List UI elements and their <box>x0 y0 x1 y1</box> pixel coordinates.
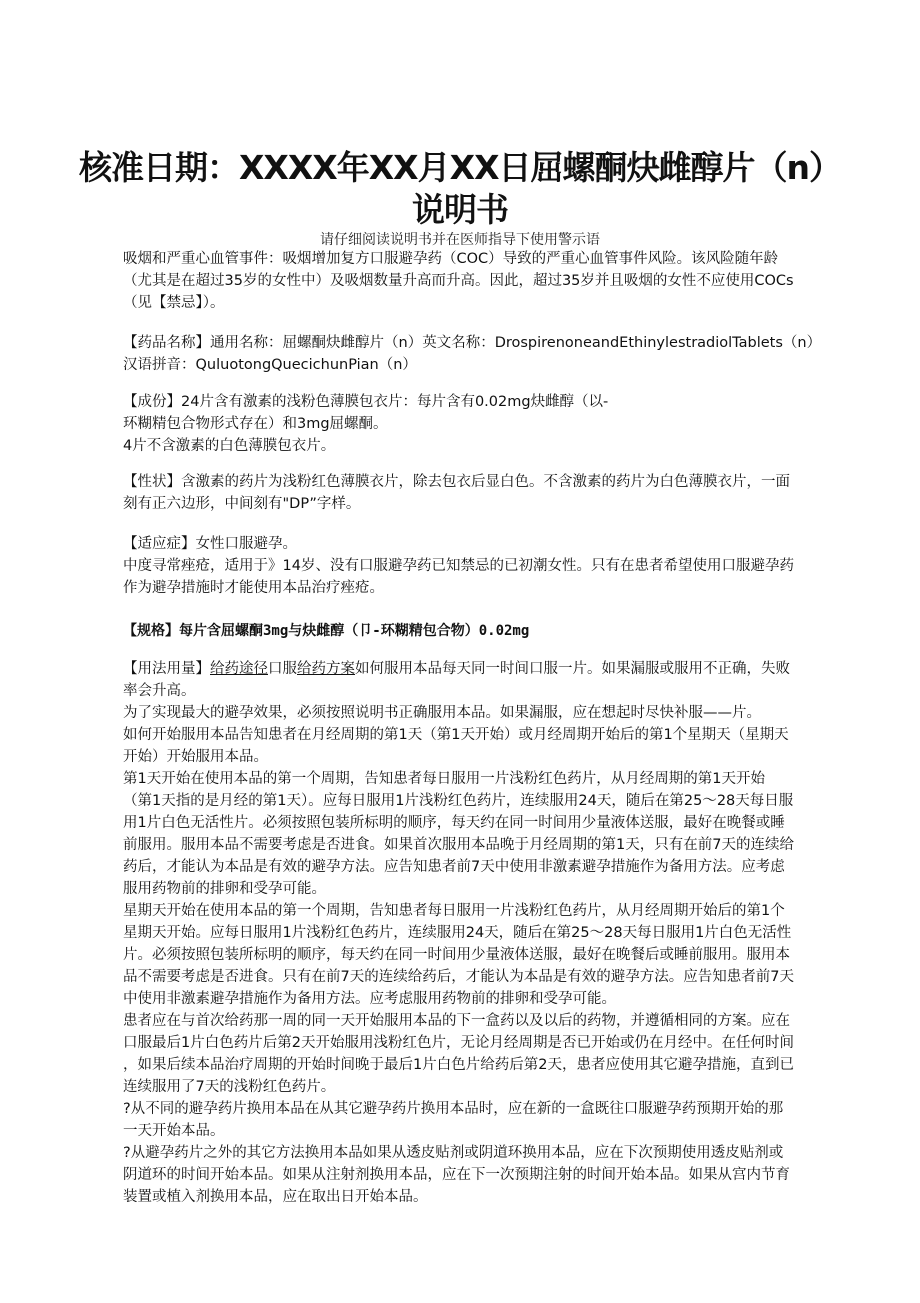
section-usage <box>123 658 803 1208</box>
text-line: 作为避孕措施时才能使用本品治疗痤疮。 <box>123 580 384 596</box>
text-line: 为了实现最大的避孕效果，必须按照说明书正确服用本品。如果漏服，应在想起时尽快补服——片。 <box>123 705 761 721</box>
text-line: 刻有正六边形，中间刻有"DP”字样。 <box>123 496 361 512</box>
route-text: 口服 <box>268 661 297 677</box>
section-warning <box>123 248 803 314</box>
document-title-line2: 说明书 <box>412 190 508 229</box>
section-drug-name <box>123 332 822 376</box>
section-ingredients <box>123 391 803 457</box>
text-line: 装置或植入剂换用本品，应在取出日开始本品。 <box>123 1189 428 1205</box>
text-line: 用1片白色无活性片。必须按照包装所标明的顺序，每天约在同一时间用少量液体送服，最好在晚餐或睡 <box>123 815 785 831</box>
section-properties <box>123 471 803 515</box>
text-line: （尤其是在超过35岁的女性中）及吸烟数量升高而升高。因此，超过35岁并且吸烟的女性不应使用COCs <box>123 273 794 289</box>
text-line: 星期天开始。应每日服用1片浅粉红色药片，连续服用24天，随后在第25～28天每日服用1片白色无活性 <box>123 925 792 941</box>
text-line: 【成份】24片含有激素的浅粉色薄膜包衣片：每片含有0.02mg炔雌醇（以- <box>123 394 609 410</box>
text-line: 前服用。服用本品不需要考虑是否进食。如果首次服用本品晚于月经周期的第1天，只有在前7天的连续给 <box>123 837 794 853</box>
text-line: 【性状】含激素的药片为浅粉红色薄膜衣片，除去包衣后显白色。不含激素的药片为白色薄膜衣片，一面 <box>123 474 790 490</box>
route-link[interactable]: 给药途径 <box>210 661 268 677</box>
section-specification <box>123 620 803 642</box>
text-line: ，如果后续本品治疗周期的开始时间晚于最后1片白色片给药后第2天，患者应使用其它避孕措施，直到已 <box>123 1057 794 1073</box>
text-line: 【适应症】女性口服避孕。 <box>123 536 297 552</box>
text-line: 汉语拼音：QuluotongQuecichunPian（n） <box>123 357 417 373</box>
text-line: 中度寻常痤疮，适用于》14岁、没有口服避孕药已知禁忌的已初潮女性。只有在患者希望使用口服避孕药 <box>123 558 794 574</box>
usage-first-line <box>123 658 803 680</box>
text-line: 如何开始服用本品告知患者在月经周期的第1天（第1天开始）或月经周期开始后的第1个星期天（星期天 <box>123 727 789 743</box>
document-body <box>123 248 822 1208</box>
text-line: 吸烟和严重心血管事件：吸烟增加复方口服避孕药（COC）导致的严重心血管事件风险。该风险随年龄 <box>123 251 779 267</box>
text-line: 品不需要考虑是否进食。只有在前7天的连续给药后，才能认为本品是有效的避孕方法。应告知患者前7天 <box>123 969 794 985</box>
text-line: （见【禁忌】）。 <box>123 295 225 311</box>
text-line: 率会升高。 <box>123 683 196 699</box>
document-subtitle: 请仔细阅读说明书并在医师指导下使用警示语 <box>320 232 600 248</box>
text-line: 片。必须按照包装所标明的顺序，每天约在同一时间用少量液体送服，最好在晚餐后或睡前服用。服用本 <box>123 947 790 963</box>
text-line: 一天开始本品。 <box>123 1123 225 1139</box>
text-line: 阴道环的时间开始本品。如果从注射剂换用本品，应在下一次预期注射的时间开始本品。如果从宫内节育 <box>123 1167 790 1183</box>
document-title: 核准日期：XXXX年XX月XX日屈螺酮炔雌醇片（n） <box>78 148 842 187</box>
usage-heading: 【用法用量】 <box>123 661 210 677</box>
regimen-link[interactable]: 给药方案 <box>297 661 355 677</box>
text-line: 连续服用了7天的浅粉红色药片。 <box>123 1079 336 1095</box>
text-line: 4片不含激素的白色薄膜包衣片。 <box>123 438 336 454</box>
usage-text: 如何服用本品每天同一时间口服一片。如果漏服或服用不正确，失败 <box>355 661 790 677</box>
text-line: 环糊精包合物形式存在）和3mg屈螺酮。 <box>123 416 388 432</box>
text-line: ?从不同的避孕药片换用本品在从其它避孕药片换用本品时，应在新的一盒既往口服避孕药预期开始的那 <box>123 1101 784 1117</box>
text-line: 第1天开始在使用本品的第一个周期，告知患者每日服用一片浅粉红色药片，从月经周期的第1天开始 <box>123 771 765 787</box>
text-line: 患者应在与首次给药那一周的同一天开始服用本品的下一盒药以及以后的药物，并遵循相同的方案。应在 <box>123 1013 790 1029</box>
text-line: （第1天指的是月经的第1天）。应每日服用1片浅粉红色药片，连续服用24天，随后在第25～28天每日服 <box>123 793 794 809</box>
text-line: 药后，才能认为本品是有效的避孕方法。应告知患者前7天中使用非激素避孕措施作为备用方法。应考虑 <box>123 859 785 875</box>
text-line: 口服最后1片白色药片后第2天开始服用浅粉红色片，无论月经周期是否已开始或仍在月经中。在任何时间 <box>123 1035 794 1051</box>
text-line: 【药品名称】通用名称：屈螺酮炔雌醇片（n）英文名称：DrospirenoneandEthinylestradiolTablets（n） <box>123 335 822 351</box>
text-line: ?从避孕药片之外的其它方法换用本品如果从透皮贴剂或阴道环换用本品，应在下次预期使用透皮贴剂或 <box>123 1145 784 1161</box>
text-line: 【规格】每片含屈螺酮3mg与炔雌醇（卩-环糊精包合物）0.02mg <box>123 623 530 639</box>
section-indications <box>123 533 803 599</box>
text-line: 星期天开始在使用本品的第一个周期，告知患者每日服用一片浅粉红色药片，从月经周期开始后的第1个 <box>123 903 785 919</box>
text-line: 服用药物前的排卵和受孕可能。 <box>123 881 326 897</box>
text-line: 中使用非激素避孕措施作为备用方法。应考虑服用药物前的排卵和受孕可能。 <box>123 991 616 1007</box>
text-line: 开始）开始服用本品。 <box>123 749 268 765</box>
